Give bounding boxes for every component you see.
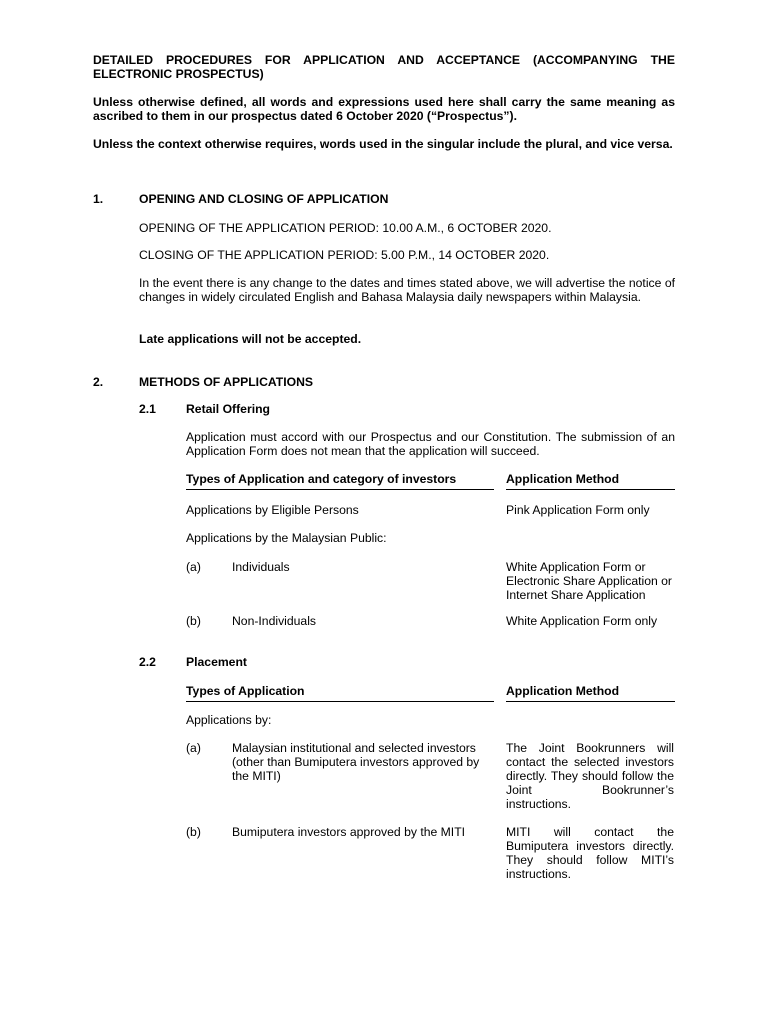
malaysian-public-label: Applications by the Malaysian Public:	[186, 531, 387, 545]
applications-by-label: Applications by:	[186, 713, 272, 727]
retail-item-label: Non-Individuals	[232, 614, 317, 628]
eligible-persons-label: Applications by Eligible Persons	[186, 503, 359, 517]
opening-period: OPENING OF THE APPLICATION PERIOD: 10.00 A.M., 6 OCTOBER 2020.	[139, 221, 552, 235]
intro-singular-plural: Unless the context otherwise requires, words used in the singular include the plural, and vice versa.	[93, 137, 673, 151]
section-2-heading: METHODS OF APPLICATIONS	[139, 375, 314, 389]
retail-item-method: White Application Form only	[506, 614, 658, 628]
retail-offering-text: Application must accord with our Prospectus and our Constitution. The submission of an Application Form does not mean that the application will succeed.	[186, 430, 675, 458]
eligible-persons-method: Pink Application Form only	[506, 503, 650, 517]
subsection-2-2-number: 2.2	[139, 655, 156, 669]
placement-col1-header: Types of Application	[186, 684, 494, 702]
section-1-number: 1.	[93, 192, 104, 206]
section-2-number: 2.	[93, 375, 104, 389]
retail-item-marker: (b)	[186, 614, 201, 628]
subsection-2-2-heading: Placement	[186, 655, 247, 669]
section-1-heading: OPENING AND CLOSING OF APPLICATION	[139, 192, 389, 206]
retail-col2-header: Application Method	[506, 472, 675, 490]
retail-col1-header: Types of Application and category of investors	[186, 472, 494, 490]
placement-item-label: Malaysian institutional and selected investors (other than Bumiputera investors approved by the MITI)	[232, 741, 480, 783]
retail-item-marker: (a)	[186, 560, 201, 574]
document-title: DETAILED PROCEDURES FOR APPLICATION AND ACCEPTANCE (ACCOMPANYING THE ELECTRONIC PROSPECTUS)	[93, 53, 675, 81]
placement-item-method: MITI will contact the Bumiputera investors directly. They should follow MITI’s instructions.	[506, 825, 674, 881]
late-notice: Late applications will not be accepted.	[139, 332, 362, 346]
placement-col2-header: Application Method	[506, 684, 675, 702]
placement-item-label: Bumiputera investors approved by the MITI	[232, 825, 466, 839]
intro-definitions: Unless otherwise defined, all words and expressions used here shall carry the same meaning as ascribed to them in our prospectus dated 6 October 2020 (“Prospectus”).	[93, 95, 675, 123]
placement-item-marker: (b)	[186, 825, 201, 839]
subsection-2-1-number: 2.1	[139, 402, 156, 416]
subsection-2-1-heading: Retail Offering	[186, 402, 270, 416]
placement-item-marker: (a)	[186, 741, 201, 755]
change-notice: In the event there is any change to the dates and times stated above, we will advertise the notice of changes in widely circulated English and Bahasa Malaysia daily newspapers within Malaysia.	[139, 276, 675, 304]
placement-item-method: The Joint Bookrunners will contact the selected investors directly. They should follow the Joint Bookrunner’s instructions.	[506, 741, 674, 811]
retail-item-label: Individuals	[232, 560, 290, 574]
closing-period: CLOSING OF THE APPLICATION PERIOD: 5.00 P.M., 14 OCTOBER 2020.	[139, 248, 550, 262]
retail-item-method: White Application Form or Electronic Share Application or Internet Share Application	[506, 560, 672, 602]
